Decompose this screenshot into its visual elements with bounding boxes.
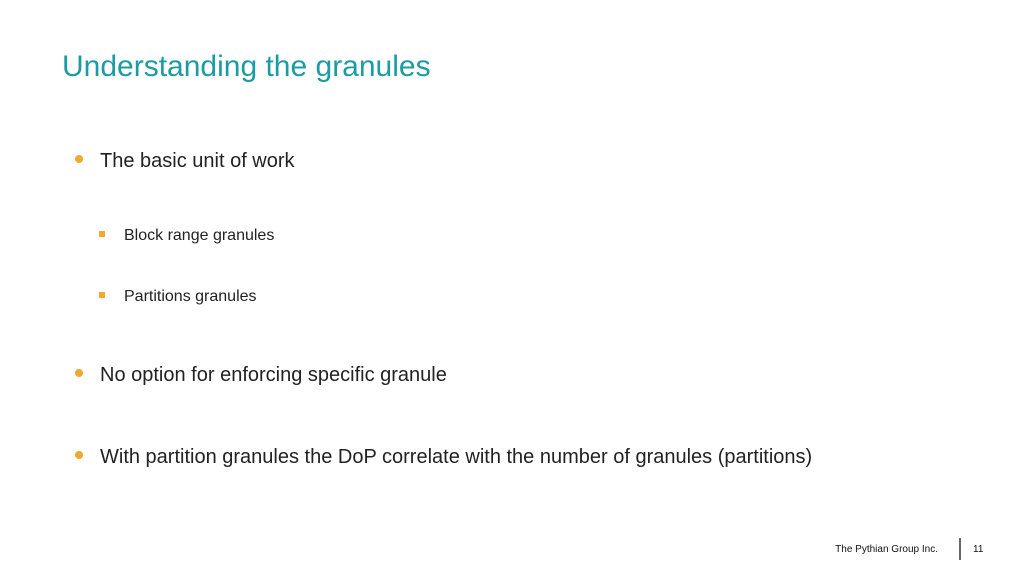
page-number: 11 <box>973 544 984 555</box>
square-bullet-icon <box>99 292 105 298</box>
subbullet-item-1: Block range granules <box>124 227 275 244</box>
footer-company: The Pythian Group Inc. <box>835 544 938 555</box>
slide-title: Understanding the granules <box>62 50 431 83</box>
bullet-item-1: The basic unit of work <box>100 150 295 172</box>
bullet-item-2: No option for enforcing specific granule <box>100 364 447 386</box>
subbullet-item-2: Partitions granules <box>124 288 257 305</box>
bullet-item-3: With partition granules the DoP correlate with the number of granules (partitions) <box>100 446 813 468</box>
square-bullet-icon <box>99 231 105 237</box>
round-bullet-icon <box>75 369 83 377</box>
round-bullet-icon <box>75 155 83 163</box>
round-bullet-icon <box>75 451 83 459</box>
footer-divider <box>959 538 961 560</box>
